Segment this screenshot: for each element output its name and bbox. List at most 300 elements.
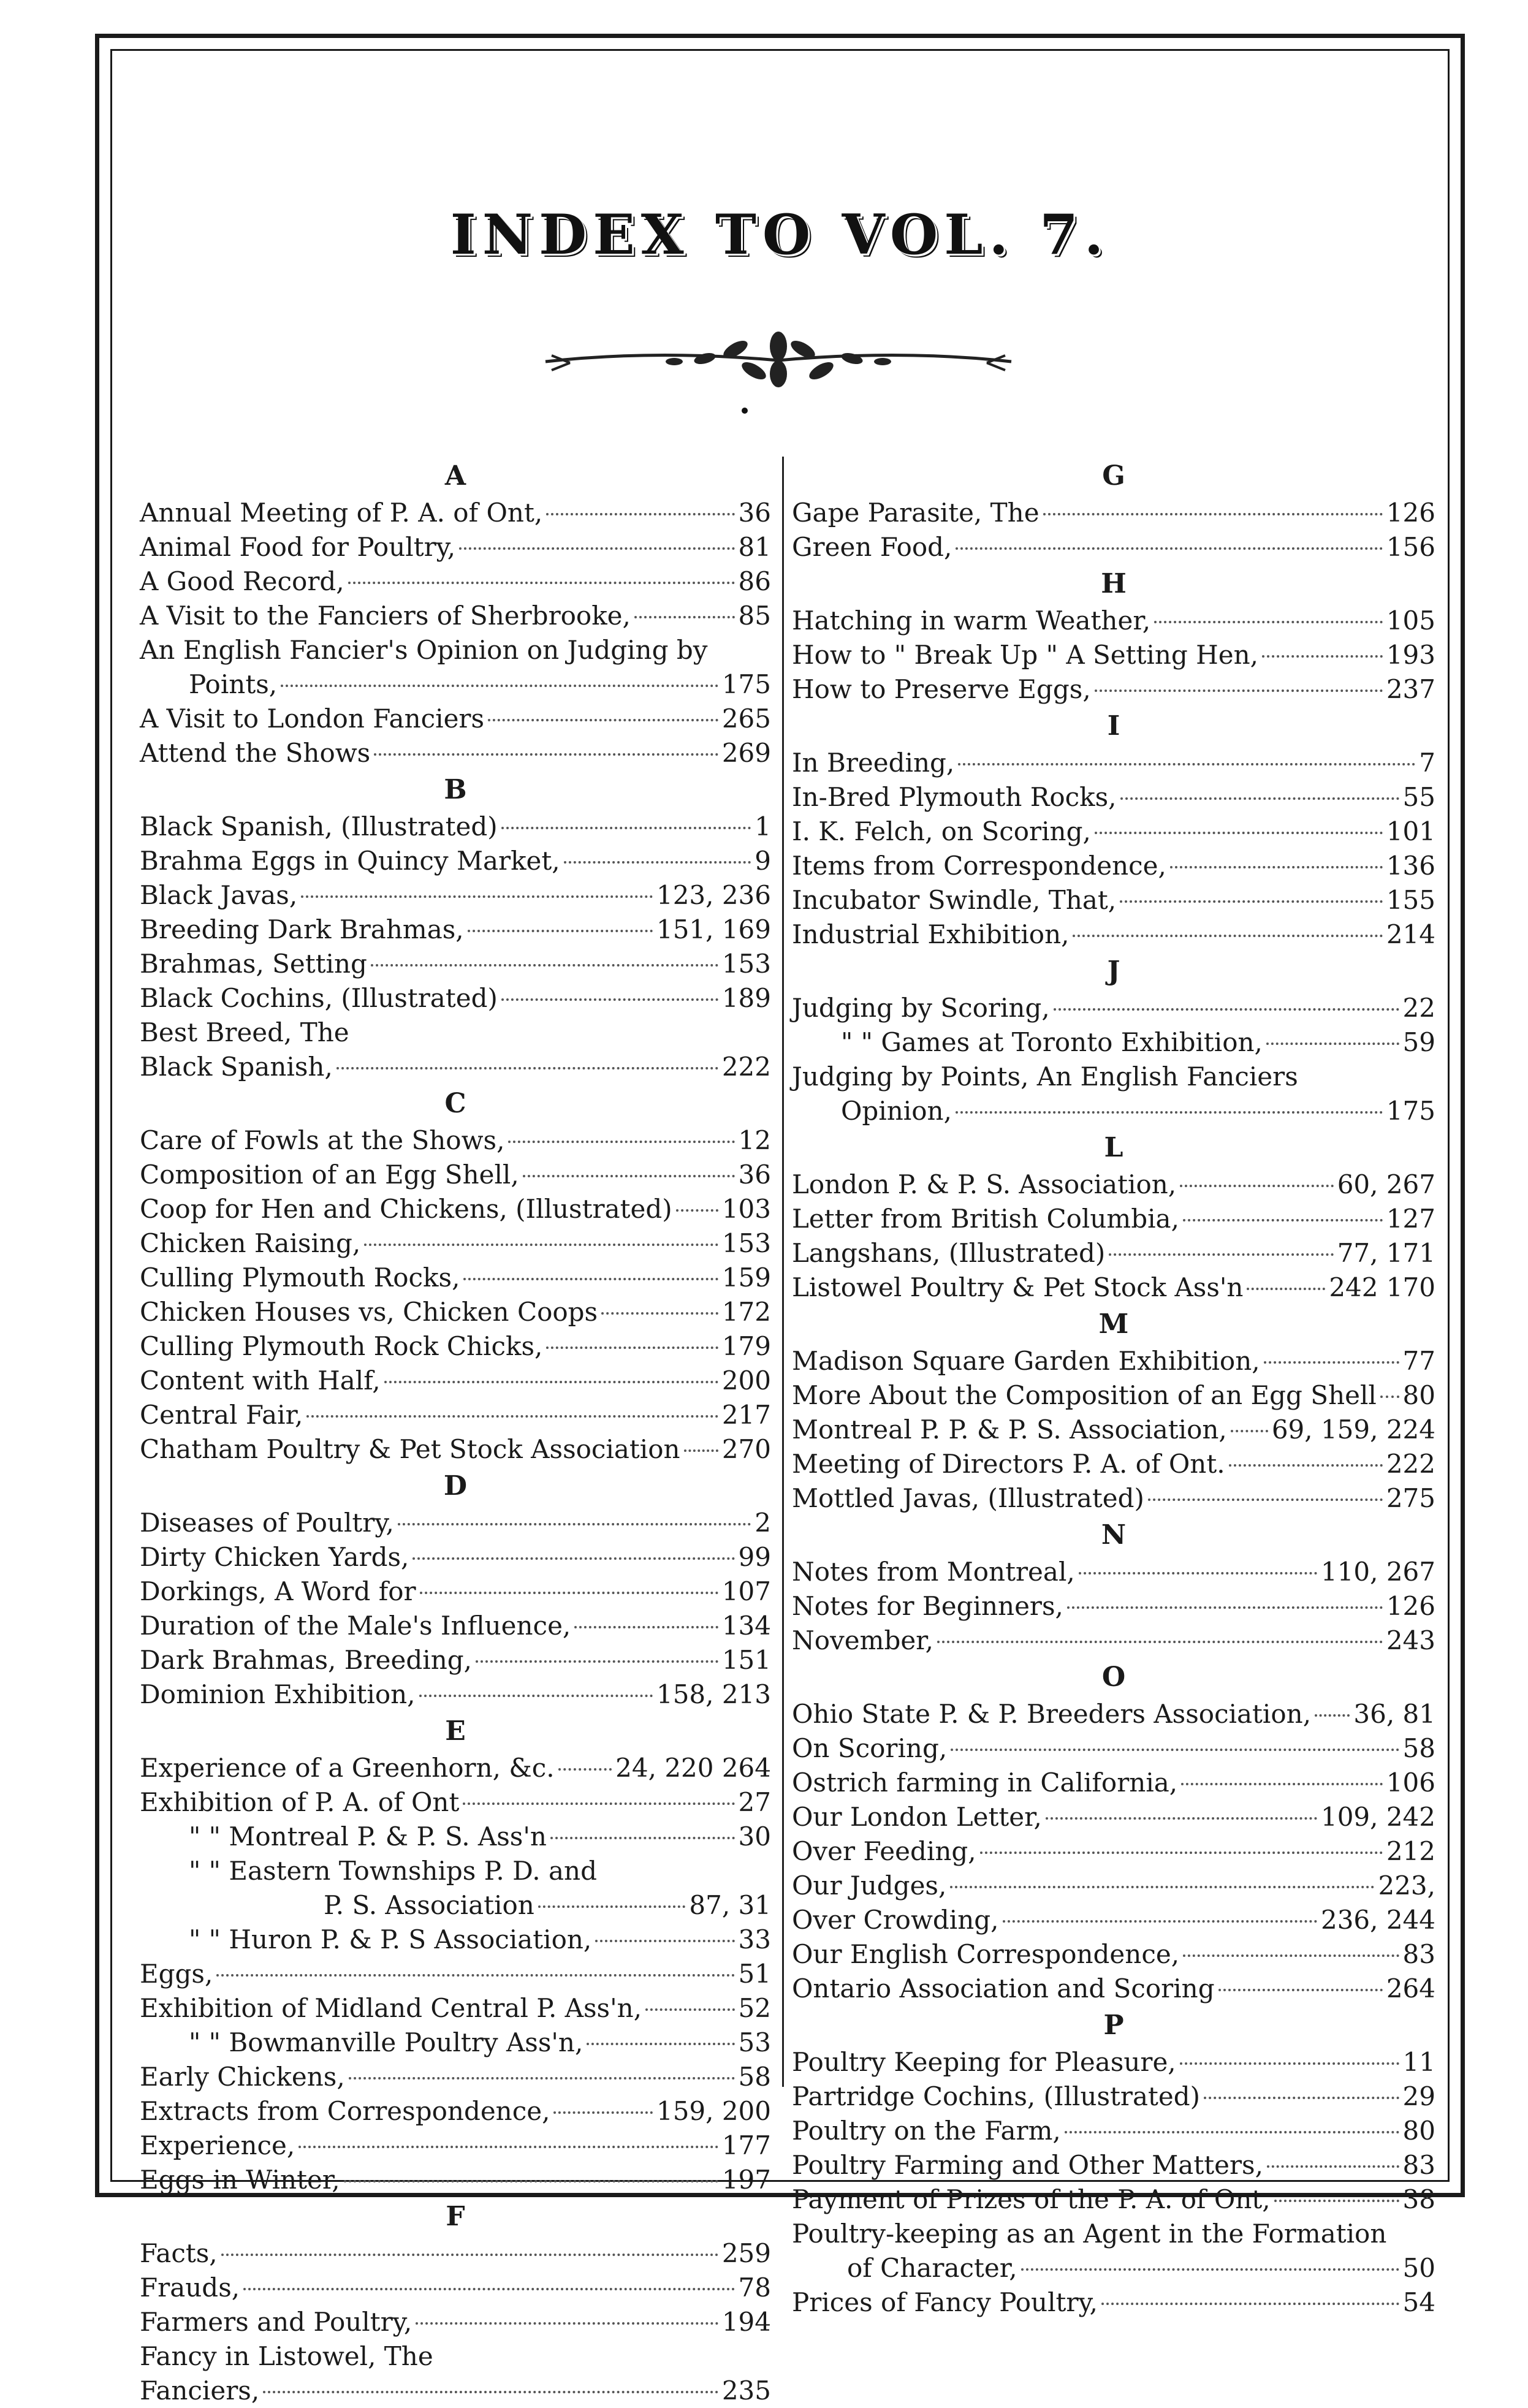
entry-page-numbers: 7 bbox=[1419, 748, 1435, 778]
entry-title: How to " Break Up " A Setting Hen, bbox=[792, 640, 1259, 670]
dot-leader bbox=[564, 861, 751, 864]
entry-page-numbers: 80 bbox=[1402, 1380, 1435, 1410]
dot-leader bbox=[1231, 1430, 1268, 1432]
entry-page-numbers: 175 bbox=[1386, 1096, 1435, 1126]
entry-title: Attend the Shows bbox=[140, 738, 371, 768]
index-entry bbox=[140, 878, 771, 913]
dot-leader bbox=[1043, 513, 1383, 515]
entry-title: Frauds, bbox=[140, 2273, 240, 2303]
dot-leader bbox=[1247, 1288, 1325, 1290]
entry-page-numbers: 193 bbox=[1386, 640, 1435, 670]
entry-title: Farmers and Poultry, bbox=[140, 2307, 412, 2337]
index-entry bbox=[792, 1344, 1435, 1378]
entry-page-numbers: 159, 200 bbox=[656, 2096, 771, 2126]
index-entry bbox=[792, 2045, 1435, 2079]
entry-page-numbers: 27 bbox=[738, 1787, 771, 1817]
dot-leader bbox=[1021, 2268, 1399, 2271]
dot-leader bbox=[1120, 900, 1383, 903]
entry-page-numbers: 29 bbox=[1402, 2081, 1435, 2111]
entry-page-numbers: 77, 171 bbox=[1337, 1238, 1435, 1268]
index-entry bbox=[792, 1236, 1435, 1270]
entry-title: How to Preserve Eggs, bbox=[792, 674, 1091, 704]
entry-title: Black Javas, bbox=[140, 880, 298, 910]
dot-leader bbox=[364, 1244, 718, 1246]
entry-title: Chatham Poultry & Pet Stock Association bbox=[140, 1434, 680, 1464]
entry-title: " " Huron P. & P. S Association, bbox=[189, 1924, 592, 1954]
entry-title: " " Bowmanville Poultry Ass'n, bbox=[189, 2027, 583, 2057]
dot-leader bbox=[937, 1641, 1383, 1643]
entry-page-numbers: 222 bbox=[1386, 1449, 1435, 1479]
section-letter-l: L bbox=[1104, 1132, 1123, 1163]
index-entry bbox=[140, 1506, 771, 1540]
entry-page-numbers: 177 bbox=[721, 2130, 771, 2160]
index-entry bbox=[140, 2236, 771, 2271]
dot-leader bbox=[1264, 1361, 1399, 1364]
dot-leader bbox=[1095, 689, 1383, 692]
index-entry bbox=[792, 530, 1435, 564]
dot-leader bbox=[546, 1346, 718, 1349]
dot-leader bbox=[956, 1111, 1383, 1114]
page-title: INDEX TO VOL. 7. bbox=[450, 202, 1110, 267]
entry-title: Black Spanish, (Illustrated) bbox=[140, 811, 498, 841]
entry-title: Early Chickens, bbox=[140, 2062, 345, 2092]
dot-leader bbox=[595, 1940, 734, 1942]
index-entry bbox=[792, 2148, 1435, 2182]
dot-leader bbox=[1120, 797, 1399, 800]
entry-page-numbers: 127 bbox=[1386, 1204, 1435, 1234]
entry-page-numbers: 200 bbox=[721, 1365, 771, 1396]
entry-page-numbers: 59 bbox=[1402, 1027, 1435, 1057]
section-letter-m: M bbox=[1098, 1308, 1129, 1340]
entry-page-numbers: 265 bbox=[721, 704, 771, 734]
section-letter-p: P bbox=[1103, 2010, 1124, 2041]
index-entry bbox=[140, 702, 771, 736]
entry-title: Langshans, (Illustrated) bbox=[792, 1238, 1106, 1268]
index-entry bbox=[792, 1413, 1435, 1447]
dot-leader bbox=[1204, 2097, 1399, 2099]
entry-title: Dorkings, A Word for bbox=[140, 1576, 416, 1606]
index-entry bbox=[140, 1123, 771, 1158]
index-entry bbox=[792, 1697, 1435, 1731]
entry-title: Exhibition of Midland Central P. Ass'n, bbox=[140, 1993, 642, 2023]
entry-page-numbers: 80 bbox=[1402, 2116, 1435, 2146]
index-entry bbox=[792, 991, 1435, 1025]
entry-page-numbers: 36 bbox=[738, 498, 771, 528]
section-letter-b: B bbox=[444, 774, 467, 805]
index-entry bbox=[792, 2079, 1435, 2114]
index-entry bbox=[792, 1972, 1435, 2006]
dot-leader bbox=[1101, 2303, 1399, 2305]
index-entry bbox=[140, 981, 771, 1016]
entry-title: Notes from Montreal, bbox=[792, 1557, 1075, 1587]
index-entry bbox=[792, 849, 1435, 883]
entry-title: Incubator Swindle, That, bbox=[792, 885, 1117, 915]
entry-page-numbers: 159 bbox=[721, 1263, 771, 1293]
entry-title: Dark Brahmas, Breeding, bbox=[140, 1645, 473, 1675]
dot-leader bbox=[1046, 1817, 1317, 1820]
entry-title: Brahmas, Setting bbox=[140, 949, 367, 979]
dot-leader bbox=[1181, 1783, 1383, 1785]
entry-page-numbers: 179 bbox=[721, 1331, 771, 1361]
index-column-right bbox=[792, 457, 1435, 2320]
index-entry bbox=[792, 2285, 1435, 2320]
dot-leader bbox=[336, 1067, 718, 1069]
dot-leader bbox=[558, 1768, 612, 1771]
section-letter-o: O bbox=[1101, 1662, 1126, 1693]
index-entry bbox=[140, 564, 771, 599]
entry-title: Dirty Chicken Yards, bbox=[140, 1542, 409, 1572]
dot-leader bbox=[1170, 866, 1383, 868]
entry-title: Annual Meeting of P. A. of Ont, bbox=[140, 498, 543, 528]
entry-title: " " Eastern Townships P. D. and bbox=[189, 1856, 597, 1886]
entry-page-numbers: 237 bbox=[1386, 674, 1435, 704]
entry-page-numbers: 33 bbox=[738, 1924, 771, 1954]
entry-page-numbers: 264 bbox=[1386, 1973, 1435, 2004]
entry-title: Payment of Prizes of the P. A. of Ont, bbox=[792, 2184, 1271, 2214]
index-entry: Fancy in Listowel, The bbox=[140, 2341, 433, 2371]
dot-leader bbox=[1262, 655, 1383, 658]
dot-leader bbox=[553, 2111, 653, 2114]
section-letter-a: A bbox=[444, 460, 466, 492]
index-entry bbox=[140, 1957, 771, 1991]
entry-title: A Good Record, bbox=[140, 566, 344, 596]
entry-page-numbers: 12 bbox=[738, 1125, 771, 1155]
dot-leader bbox=[676, 1209, 718, 1212]
section-letter-f: F bbox=[446, 2201, 465, 2232]
entry-page-numbers: 259 bbox=[721, 2238, 771, 2268]
dot-leader bbox=[1003, 1920, 1317, 1923]
dot-leader bbox=[398, 1523, 751, 1525]
index-entry bbox=[140, 947, 771, 981]
index-entry bbox=[792, 780, 1435, 815]
entry-title: Gape Parasite, The bbox=[792, 498, 1040, 528]
entry-page-numbers: 153 bbox=[721, 949, 771, 979]
entry-title: November, bbox=[792, 1625, 933, 1655]
entry-page-numbers: 109, 242 bbox=[1320, 1802, 1435, 1832]
entry-page-numbers: 197 bbox=[721, 2165, 771, 2195]
section-letter-d: D bbox=[443, 1470, 468, 1502]
entry-page-numbers: 158, 213 bbox=[656, 1679, 771, 1709]
entry-title: Eggs in Winter, bbox=[140, 2165, 340, 2195]
section-letter-g: G bbox=[1102, 460, 1125, 492]
index-entry bbox=[140, 1192, 771, 1226]
entry-page-numbers: 269 bbox=[721, 738, 771, 768]
index-entry bbox=[792, 2182, 1435, 2217]
index-column-left bbox=[140, 457, 771, 2408]
entry-title: Items from Correspondence, bbox=[792, 851, 1166, 881]
index-entry bbox=[792, 1378, 1435, 1413]
dot-leader bbox=[476, 1660, 718, 1663]
entry-page-numbers: 58 bbox=[738, 2062, 771, 2092]
entry-page-numbers: 222 bbox=[721, 1052, 771, 1082]
entry-page-numbers: 55 bbox=[1402, 782, 1435, 812]
dot-leader bbox=[1218, 1989, 1383, 1991]
entry-title: Diseases of Poultry, bbox=[140, 1508, 394, 1538]
dot-leader bbox=[980, 1852, 1383, 1854]
dot-leader bbox=[1267, 2165, 1399, 2168]
index-entry bbox=[140, 1540, 771, 1574]
index-entry-continued bbox=[792, 1025, 1435, 1060]
dot-leader bbox=[1054, 1008, 1399, 1011]
index-entry bbox=[792, 1555, 1435, 1589]
dot-leader bbox=[574, 1626, 718, 1628]
entry-title: Over Crowding, bbox=[792, 1905, 999, 1935]
dot-leader bbox=[416, 2322, 718, 2325]
entry-title: Ohio State P. & P. Breeders Association, bbox=[792, 1699, 1312, 1729]
entry-page-numbers: 54 bbox=[1402, 2287, 1435, 2317]
index-entry bbox=[792, 1168, 1435, 1202]
dot-leader bbox=[1148, 1498, 1383, 1501]
index-entry bbox=[140, 1329, 771, 1364]
dot-leader bbox=[546, 513, 734, 515]
dot-leader bbox=[349, 2077, 735, 2079]
index-entry bbox=[792, 917, 1435, 952]
dot-leader bbox=[1079, 1572, 1317, 1574]
index-entry bbox=[792, 496, 1435, 530]
index-entry bbox=[140, 913, 771, 947]
index-entry bbox=[140, 2094, 771, 2129]
entry-page-numbers: 58 bbox=[1402, 1733, 1435, 1763]
index-entry bbox=[140, 1261, 771, 1295]
entry-title: London P. & P. S. Association, bbox=[792, 1169, 1177, 1199]
index-entry bbox=[140, 530, 771, 564]
index-entry-continued bbox=[140, 1854, 771, 1888]
entry-page-numbers: 151 bbox=[721, 1645, 771, 1675]
entry-title: Ostrich farming in California, bbox=[792, 1768, 1178, 1798]
entry-page-numbers: 194 bbox=[721, 2307, 771, 2337]
index-entry bbox=[792, 1481, 1435, 1516]
entry-title: Ontario Association and Scoring bbox=[792, 1973, 1215, 2004]
entry-page-numbers: 9 bbox=[754, 846, 771, 876]
entry-page-numbers: 156 bbox=[1386, 532, 1435, 562]
entry-title: " " Games at Toronto Exhibition, bbox=[841, 1027, 1263, 1057]
entry-title: Culling Plymouth Rock Chicks, bbox=[140, 1331, 543, 1361]
entry-page-numbers: 212 bbox=[1386, 1836, 1435, 1866]
entry-title: Listowel Poultry & Pet Stock Ass'n bbox=[792, 1272, 1244, 1302]
entry-page-numbers: 69, 159, 224 bbox=[1271, 1415, 1435, 1445]
index-entry bbox=[140, 1785, 771, 1820]
dot-leader bbox=[950, 1886, 1374, 1888]
entry-page-numbers: 99 bbox=[738, 1542, 771, 1572]
entry-title: Our Judges, bbox=[792, 1871, 947, 1901]
entry-title: Black Cochins, (Illustrated) bbox=[140, 983, 498, 1013]
dot-leader bbox=[384, 1381, 718, 1383]
entry-title: Culling Plymouth Rocks, bbox=[140, 1263, 460, 1293]
index-entry-continued bbox=[140, 2026, 771, 2060]
dot-leader bbox=[306, 1415, 718, 1418]
dot-leader bbox=[221, 2254, 718, 2256]
entry-title: A Visit to London Fanciers bbox=[140, 704, 485, 734]
entry-page-numbers: 85 bbox=[738, 601, 771, 631]
dot-leader bbox=[298, 2146, 718, 2148]
entry-title: Poultry Keeping for Pleasure, bbox=[792, 2047, 1176, 2077]
entry-title: Exhibition of P. A. of Ont bbox=[140, 1787, 460, 1817]
entry-title: A Visit to the Fanciers of Sherbrooke, bbox=[140, 601, 631, 631]
index-entry: Best Breed, The bbox=[140, 1017, 349, 1047]
entry-title: Extracts from Correspondence, bbox=[140, 2096, 550, 2126]
index-entry-continued bbox=[140, 1888, 771, 1923]
entry-page-numbers: 36, 81 bbox=[1353, 1699, 1435, 1729]
entry-page-numbers: 53 bbox=[738, 2027, 771, 2057]
entry-page-numbers: 36 bbox=[738, 1160, 771, 1190]
entry-page-numbers: 136 bbox=[1386, 851, 1435, 881]
entry-title: Poultry Farming and Other Matters, bbox=[792, 2150, 1263, 2180]
dot-leader bbox=[419, 1695, 653, 1697]
dot-leader bbox=[951, 1749, 1399, 1751]
entry-page-numbers: 51 bbox=[738, 1959, 771, 1989]
index-entry bbox=[792, 883, 1435, 917]
dot-leader bbox=[956, 547, 1382, 550]
index-entry: Poultry-keeping as an Agent in the Formation bbox=[792, 2219, 1387, 2249]
dot-leader bbox=[587, 2043, 734, 2045]
entry-page-numbers: 22 bbox=[1402, 993, 1435, 1023]
dot-leader bbox=[601, 1312, 718, 1315]
dot-leader bbox=[508, 1141, 734, 1143]
entry-page-numbers: 175 bbox=[721, 669, 771, 699]
entry-page-numbers: 78 bbox=[738, 2273, 771, 2303]
entry-title: Breeding Dark Brahmas, bbox=[140, 914, 464, 944]
section-letter-n: N bbox=[1101, 1519, 1127, 1551]
index-entry bbox=[140, 1574, 771, 1609]
index-entry-continued bbox=[140, 667, 771, 702]
index-entry bbox=[140, 1158, 771, 1192]
dot-leader bbox=[374, 753, 718, 756]
entry-title: Meeting of Directors P. A. of Ont. bbox=[792, 1449, 1225, 1479]
dot-leader bbox=[1073, 935, 1382, 937]
entry-title: Opinion, bbox=[841, 1096, 952, 1126]
dot-leader bbox=[420, 1592, 718, 1594]
dot-leader bbox=[958, 763, 1415, 765]
dot-leader bbox=[1067, 1606, 1383, 1609]
dot-leader bbox=[371, 964, 718, 967]
entry-title: Mottled Javas, (Illustrated) bbox=[792, 1483, 1144, 1513]
entry-title: More About the Composition of an Egg Shell bbox=[792, 1380, 1377, 1410]
index-entry bbox=[140, 2060, 771, 2094]
dot-leader bbox=[348, 582, 735, 584]
entry-title: Eggs, bbox=[140, 1959, 213, 1989]
index-entry bbox=[140, 2163, 771, 2197]
entry-title: In Breeding, bbox=[792, 748, 955, 778]
index-entry bbox=[140, 599, 771, 633]
entry-title: Montreal P. P. & P. S. Association, bbox=[792, 1415, 1227, 1445]
entry-title: On Scoring, bbox=[792, 1733, 948, 1763]
dot-leader bbox=[1109, 1253, 1333, 1256]
index-entry-continued bbox=[792, 1094, 1435, 1128]
index-entry bbox=[140, 736, 771, 770]
index-entry bbox=[792, 638, 1435, 672]
entry-page-numbers: 223, bbox=[1378, 1871, 1435, 1901]
index-entry bbox=[792, 672, 1435, 707]
index-entry bbox=[140, 1226, 771, 1261]
entry-title: Prices of Fancy Poultry, bbox=[792, 2287, 1098, 2317]
entry-page-numbers: 50 bbox=[1402, 2253, 1435, 2283]
dot-leader bbox=[463, 1802, 734, 1805]
entry-title: of Character, bbox=[847, 2253, 1017, 2283]
entry-title: Composition of an Egg Shell, bbox=[140, 1160, 519, 1190]
index-entry bbox=[140, 2374, 771, 2408]
dot-leader bbox=[344, 2180, 718, 2182]
index-entry bbox=[140, 810, 771, 844]
index-entry bbox=[792, 1589, 1435, 1624]
entry-page-numbers: 110, 267 bbox=[1320, 1557, 1435, 1587]
index-entry bbox=[140, 844, 771, 878]
dot-leader bbox=[488, 719, 718, 721]
entry-page-numbers: 126 bbox=[1386, 498, 1435, 528]
dot-leader bbox=[1315, 1714, 1350, 1717]
entry-page-numbers: 83 bbox=[1402, 2150, 1435, 2180]
entry-title: In-Bred Plymouth Rocks, bbox=[792, 782, 1117, 812]
index-entry bbox=[792, 815, 1435, 849]
entry-title: Content with Half, bbox=[140, 1365, 381, 1396]
entry-title: Central Fair, bbox=[140, 1400, 303, 1430]
index-entry bbox=[140, 2271, 771, 2305]
dot-leader bbox=[1180, 1185, 1334, 1187]
dot-leader bbox=[501, 998, 718, 1001]
entry-page-numbers: 86 bbox=[738, 566, 771, 596]
entry-page-numbers: 270 bbox=[721, 1434, 771, 1464]
dot-leader bbox=[459, 547, 734, 550]
index-entry bbox=[792, 604, 1435, 638]
entry-title: I. K. Felch, on Scoring, bbox=[792, 816, 1091, 846]
dot-leader bbox=[550, 1837, 735, 1839]
entry-page-numbers: 87, 31 bbox=[689, 1890, 771, 1920]
index-entry bbox=[140, 1677, 771, 1712]
dot-leader bbox=[523, 1175, 735, 1177]
index-entry-continued bbox=[140, 1923, 771, 1957]
index-entry bbox=[792, 1800, 1435, 1834]
entry-title: Chicken Houses vs, Chicken Coops bbox=[140, 1297, 598, 1327]
entry-title: Partridge Cochins, (Illustrated) bbox=[792, 2081, 1201, 2111]
section-letter-h: H bbox=[1101, 568, 1127, 599]
entry-page-numbers: 243 bbox=[1386, 1625, 1435, 1655]
index-entry bbox=[792, 1270, 1435, 1305]
entry-title: Experience of a Greenhorn, &c. bbox=[140, 1753, 555, 1783]
entry-title: Industrial Exhibition, bbox=[792, 919, 1070, 949]
entry-page-numbers: 172 bbox=[721, 1297, 771, 1327]
entry-page-numbers: 275 bbox=[1386, 1483, 1435, 1513]
entry-title: Brahma Eggs in Quincy Market, bbox=[140, 846, 560, 876]
entry-page-numbers: 134 bbox=[721, 1611, 771, 1641]
entry-page-numbers: 105 bbox=[1386, 606, 1435, 636]
dot-leader bbox=[645, 2008, 734, 2011]
entry-title: Notes for Beginners, bbox=[792, 1591, 1063, 1621]
index-entry bbox=[792, 1834, 1435, 1869]
section-letter-j: J bbox=[1107, 955, 1120, 987]
entry-page-numbers: 214 bbox=[1386, 919, 1435, 949]
entry-page-numbers: 217 bbox=[721, 1400, 771, 1430]
entry-title: Letter from British Columbia, bbox=[792, 1204, 1179, 1234]
dot-leader bbox=[1180, 2062, 1399, 2065]
dot-leader bbox=[263, 2391, 718, 2393]
index-entry bbox=[140, 1751, 771, 1785]
entry-title: Points, bbox=[189, 669, 278, 699]
index-entry bbox=[140, 1050, 771, 1084]
index-entry bbox=[792, 1766, 1435, 1800]
entry-page-numbers: 103 bbox=[721, 1194, 771, 1224]
dot-leader bbox=[1380, 1396, 1399, 1398]
dot-leader bbox=[281, 685, 718, 687]
entry-title: Dominion Exhibition, bbox=[140, 1679, 416, 1709]
section-letter-e: E bbox=[445, 1715, 466, 1747]
entry-title: Poultry on the Farm, bbox=[792, 2116, 1061, 2146]
index-entry bbox=[792, 1731, 1435, 1766]
entry-page-numbers: 155 bbox=[1386, 885, 1435, 915]
entry-title: Chicken Raising, bbox=[140, 1228, 361, 1258]
index-entry bbox=[792, 1447, 1435, 1481]
index-entry bbox=[140, 1991, 771, 2026]
index-entry bbox=[140, 1432, 771, 1467]
entry-title: Fanciers, bbox=[140, 2376, 260, 2406]
